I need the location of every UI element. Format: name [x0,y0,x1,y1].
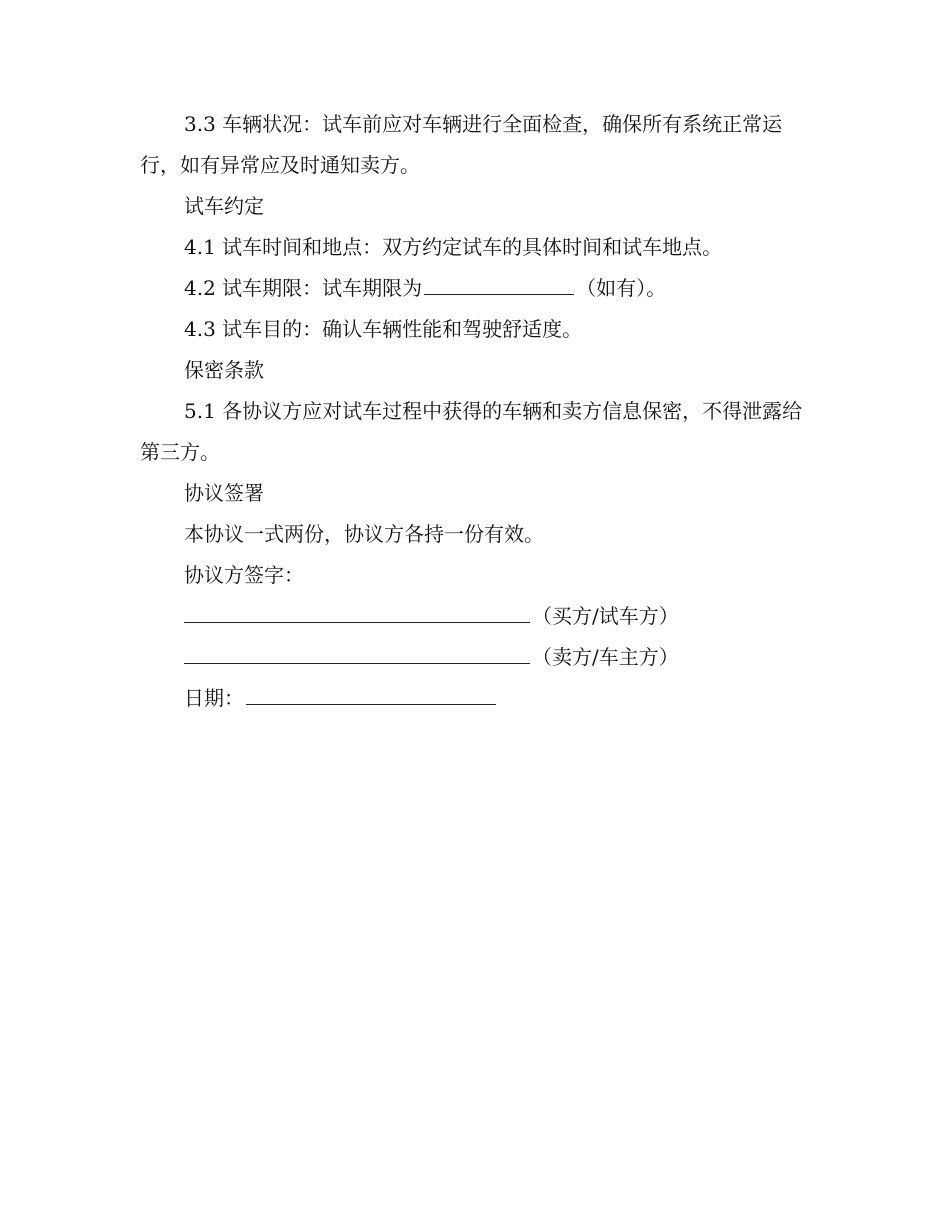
section-heading-trial-agreement: 试车约定 [184,194,264,218]
date-label: 日期： [184,686,244,710]
clause-4-2-suffix: （如有）。 [576,276,667,300]
clause-4-2 [140,268,810,309]
signature-label: 协议方签字： [184,563,304,587]
clause-5-1: 5.1 各协议方应对试车过程中获得的车辆和卖方信息保密，不得泄露给第三方。 [140,399,803,464]
seller-signature-blank [184,641,530,664]
seller-signature-line [140,637,810,678]
document-body [140,104,810,719]
buyer-signature-line [140,596,810,637]
section-heading-confidentiality: 保密条款 [184,358,264,382]
date-line [140,678,810,719]
buyer-role-label: （买方/试车方） [532,604,679,628]
clause-4-1: 4.1 试车时间和地点：双方约定试车的具体时间和试车地点。 [184,235,723,259]
seller-role-label: （卖方/车主方） [532,645,679,669]
clause-4-3: 4.3 试车目的：确认车辆性能和驾驶舒适度。 [184,317,583,341]
buyer-signature-blank [184,600,530,623]
copies-statement: 本协议一式两份，协议方各持一份有效。 [184,522,544,546]
section-heading-signing: 协议签署 [184,481,264,505]
clause-3-3: 3.3 车辆状况：试车前应对车辆进行全面检查，确保所有系统正常运行，如有异常应及时通知卖方。 [140,112,783,177]
date-blank [246,682,496,705]
clause-4-2-prefix: 4.2 试车期限：试车期限为 [184,276,423,300]
trial-period-blank [424,272,574,295]
